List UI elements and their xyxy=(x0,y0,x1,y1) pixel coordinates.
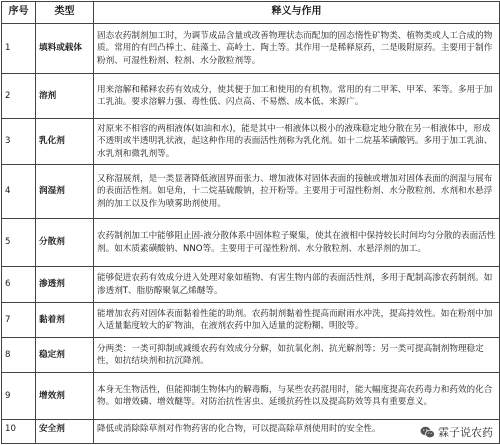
row-type: 润湿剂 xyxy=(36,165,94,219)
row-desc: 用来溶解和稀释农药有效成分，使其便于加工和使用的有机物。常用的有二甲苯、甲苯、苯等。多用于加工乳油。要求溶解力强、毒性低、闪点高、不易燃、成本低、来源广。 xyxy=(94,74,500,119)
row-type: 渗透剂 xyxy=(36,267,94,303)
table-row xyxy=(2,267,500,303)
row-type: 填料或载体 xyxy=(36,24,94,74)
row-type: 乳化剂 xyxy=(36,119,94,165)
table-row xyxy=(2,24,500,74)
row-num: 6 xyxy=(2,267,36,303)
row-desc: 能增加农药对固体表面黏着性能的助剂。农药制剂黏着性提高而耐雨水冲洗，提高持效性。如在粉剂中加入适量黏度较大的矿物油，在液剂农药中加入适量的淀粉糊、明胶等。 xyxy=(94,303,500,338)
table-row xyxy=(2,74,500,119)
table-row xyxy=(2,303,500,338)
row-type: 溶剂 xyxy=(36,74,94,119)
table-header-row xyxy=(2,2,500,24)
table-row xyxy=(2,338,500,373)
row-type: 黏着剂 xyxy=(36,303,94,338)
row-type: 安全剂 xyxy=(36,420,94,444)
row-num: 1 xyxy=(2,24,36,74)
table-row xyxy=(2,219,500,267)
wechat-icon xyxy=(420,426,435,439)
row-num: 5 xyxy=(2,219,36,267)
row-desc: 本身无生物活性，但能抑制生物体内的解毒酶，与某些农药混用时，能大幅度提高农药毒力和药效的化合物。如增效磷、增效醚等。对防治抗性害虫、延缓抗药性以及提高防效等具有重要意义。 xyxy=(94,373,500,420)
table-row xyxy=(2,165,500,219)
row-type: 增效剂 xyxy=(36,373,94,420)
table-row xyxy=(2,119,500,165)
row-num: 10 xyxy=(2,420,36,444)
row-desc: 农药制剂加工中能够阻止固-液分散体系中固体粒子聚集，使其在液相中保持较长时间均匀分散的表面活性剂。如木质素磺酸钠、NNO等。主要用于可湿性粉剂、水分散粒剂、水悬浮剂的加工。 xyxy=(94,219,500,267)
header-type: 类型 xyxy=(36,2,94,24)
row-type: 分散剂 xyxy=(36,219,94,267)
watermark-text: 霖子说农药 xyxy=(438,426,493,439)
row-type: 稳定剂 xyxy=(36,338,94,373)
row-desc: 又称湿展剂，是一类显著降低液固界面张力、增加液体对固体表面的接触或增加对固体表面的润湿与展布的表面活性剂。如皂角，十二烷基硫酸钠，拉开粉等。主要用于可湿性粉剂、水分散粒剂、水剂和水悬浮剂的加工以及作为喷雾助剂使用。 xyxy=(94,165,500,219)
row-num: 7 xyxy=(2,303,36,338)
pesticide-adjuvant-table xyxy=(1,1,500,444)
row-num: 9 xyxy=(2,373,36,420)
row-desc: 对原来不相容的两相液体(如油和水)，能是其中一相液体以极小的液珠稳定地分散在另一相液体中，形成不透明或半透明乳状液，起这种作用的表面活性剂称为乳化剂。如十二烷基苯磺酸钙。多用于加工乳油、水乳剂和微乳剂等。 xyxy=(94,119,500,165)
row-desc: 能够促进农药有效成分进入处理对象如植物、有害生物内部的表面活性剂，多用于配制高渗农药制剂。如渗透剂T、脂肪醇聚氧乙烯醚等。 xyxy=(94,267,500,303)
row-num: 4 xyxy=(2,165,36,219)
row-desc: 固态农药制剂加工时，为调节成品含量或改善物理状态而配加的固态惰性矿物类、植物类或人工合成的物质。常用的有凹凸棒土、硅藻土、高岭土、陶土等。其作用一是稀释原药，二是吸附原药。主要用于制作粉剂、可湿性粉剂、粒剂、水分散粒剂等。 xyxy=(94,24,500,74)
row-desc: 降低或消除除草剂对作物药害的化合物，可以提高除草剂使用时的安全性。 xyxy=(94,420,500,444)
header-desc: 释义与作用 xyxy=(94,2,500,24)
row-num: 8 xyxy=(2,338,36,373)
row-num: 3 xyxy=(2,119,36,165)
watermark xyxy=(418,423,496,441)
header-num: 序号 xyxy=(2,2,36,24)
row-desc: 分两类：一类可抑制或减缓农药有效成分分解，如抗氧化剂、抗光解剂等；另一类可提高制剂物理稳定性，如抗结块剂和抗沉降剂。 xyxy=(94,338,500,373)
table-row xyxy=(2,373,500,420)
row-num: 2 xyxy=(2,74,36,119)
